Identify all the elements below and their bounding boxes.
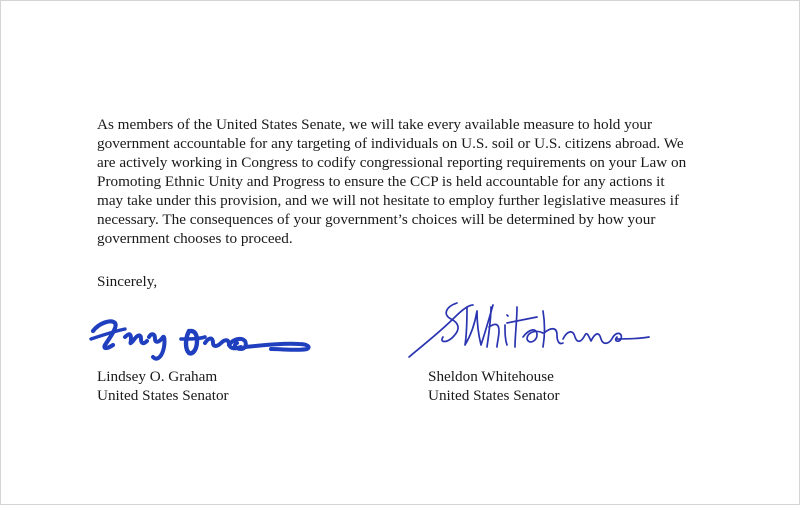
closing: Sincerely,: [97, 273, 158, 290]
signer-title: United States Senator: [97, 387, 229, 404]
whitehouse-signature-strokes: [409, 303, 649, 357]
body-line: government accountable for any targeting of individuals on U.S. soil or U.S. citizens abroad. We: [97, 135, 684, 152]
signer-title: United States Senator: [428, 387, 560, 404]
body-line: Promoting Ethnic Unity and Progress to ensure the CCP is held accountable for any actions it: [97, 173, 665, 190]
body-line: may take under this provision, and we will not hesitate to employ further legislative measures if: [97, 192, 680, 209]
graham-signature: [85, 309, 317, 365]
body-line: government chooses to proceed.: [97, 230, 293, 247]
letter-body: [97, 115, 737, 248]
graham-signature-strokes: [91, 321, 309, 358]
body-line: are actively working in Congress to codify congressional reporting requirements on your Law on: [97, 154, 687, 171]
whitehouse-signature: [403, 293, 655, 363]
body-line: As members of the United States Senate, we will take every available measure to hold your: [97, 116, 653, 133]
body-line: necessary. The consequences of your government’s choices will be determined by how your: [97, 211, 656, 228]
signer-name: Sheldon Whitehouse: [428, 368, 554, 385]
signer-graham: [97, 367, 229, 405]
signer-whitehouse: [428, 367, 560, 405]
signer-name: Lindsey O. Graham: [97, 368, 218, 385]
